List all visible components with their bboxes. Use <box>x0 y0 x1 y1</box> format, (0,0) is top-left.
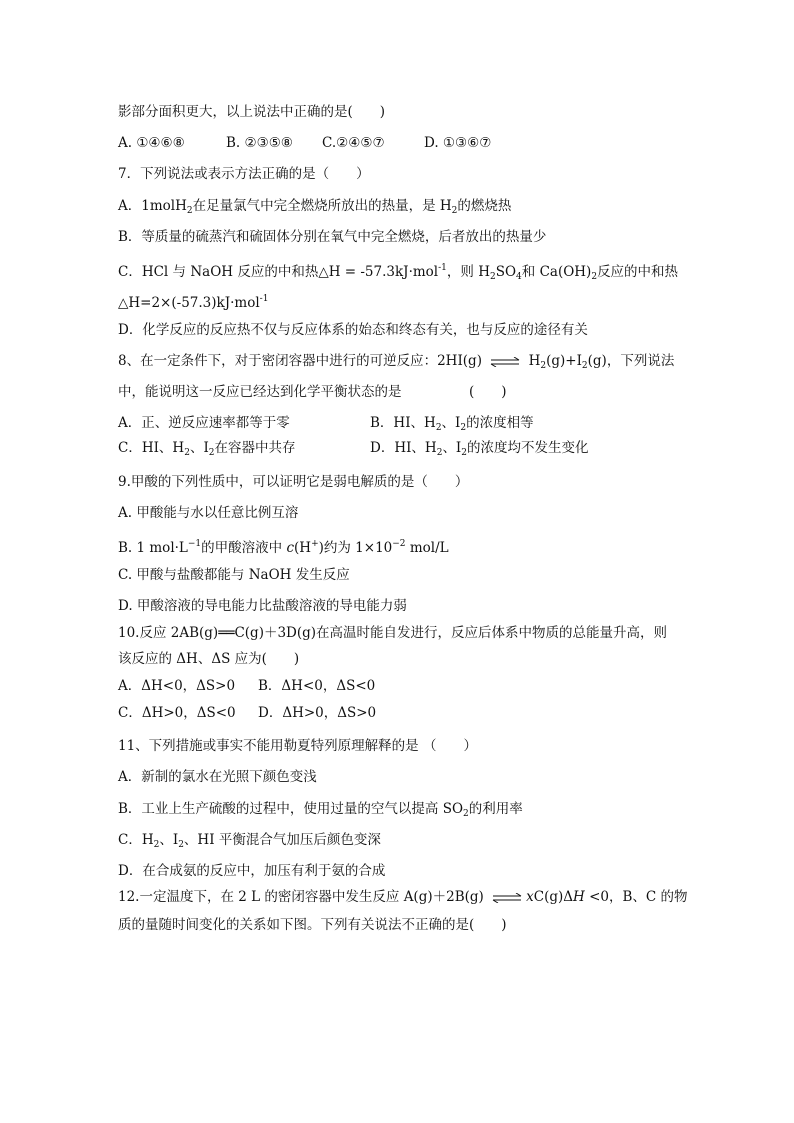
q8-stem: 8、在一定条件下，对于密闭容器中进行的可逆反应：2HI(g) $H_2(g)+I_2(g)$，下列说法 <box>118 353 675 371</box>
q10-stem-cont: 该反应的 ΔH、ΔS 应为( ) <box>118 651 300 667</box>
q12-stem-cont: 质的量随时间变化的关系如下图。下列有关说法不正确的是( ) <box>118 917 507 933</box>
q7-stem: 7．下列说法或表示方法正确的是（ ） <box>118 166 370 182</box>
q8-option-d: D．HI、$H_2$、$I_2$的浓度均不发生变化 <box>370 440 589 458</box>
q6-option-b: B. ②③⑤⑧ <box>226 135 293 151</box>
q8-stem-cont: 中，能说明这一反应已经达到化学平衡状态的是 ( ) <box>118 384 507 400</box>
q10-option-c: C．ΔH>0，ΔS<0 <box>118 705 236 721</box>
q10-option-a: A．ΔH<0，ΔS>0 <box>118 678 236 694</box>
q8-option-b: B．HI、$H_2$、$I_2$的浓度相等 <box>370 415 534 433</box>
q7-option-a: A．1molH$_2$在足量氯气中完全燃烧所放出的热量，是 $H_2$的燃烧热 <box>118 198 512 216</box>
q11-stem: 11、下列措施或事实不能用勒夏特列原理解释的是 （ ） <box>118 738 477 754</box>
q6-option-c: C.②④⑤⑦ <box>322 135 385 151</box>
equilibrium-arrow-icon <box>492 893 522 903</box>
q11-option-a: A．新制的氯水在光照下颜色变浅 <box>118 769 317 785</box>
q9-option-d: D. 甲酸溶液的导电能力比盐酸溶液的导电能力弱 <box>118 598 407 614</box>
q6-continuation: 影部分面积更大，以上说法中正确的是( ) <box>118 104 386 120</box>
q9-stem: 9.甲酸的下列性质中，可以证明它是弱电解质的是（ ） <box>118 474 469 490</box>
q7-option-d: D．化学反应的反应热不仅与反应体系的始态和终态有关，也与反应的途径有关 <box>118 322 588 338</box>
q10-option-b: B．ΔH<0，ΔS<0 <box>258 678 376 694</box>
q7-option-c: C．HCl 与 NaOH 反应的中和热△H = -57.3kJ·mol$^{-1}$，则 $H_2SO_4$和 $Ca(OH)_2$反应的中和热 <box>118 263 679 282</box>
q11-option-d: D．在合成氨的反应中，加压有利于氨的合成 <box>118 863 386 879</box>
q10-stem: 10.反应 2AB(g)══C(g)＋3D(g)在高温时能自发进行，反应后体系中物质的总能量升高，则 <box>118 625 668 641</box>
q9-option-c: C. 甲酸与盐酸都能与 NaOH 发生反应 <box>118 567 350 583</box>
q10-option-d: D．ΔH>0，ΔS>0 <box>258 705 377 721</box>
q8-option-a: A．正、逆反应速率都等于零 <box>118 415 290 431</box>
q7-option-c-cont: △H=2×(-57.3)kJ·mol$^{-1}$ <box>118 294 269 311</box>
q12-stem: 12.一定温度下，在 2 L 的密闭容器中发生反应 A(g)＋2B(g) xC(g)ΔH <0，B、C 的物 <box>118 889 688 905</box>
q6-option-a: A. ①④⑥⑧ <box>118 135 185 151</box>
q7-option-b: B．等质量的硫蒸汽和硫固体分别在氧气中完全燃烧，后者放出的热量少 <box>118 229 547 245</box>
q11-option-b: B．工业上生产硫酸的过程中，使用过量的空气以提高 $SO_2$的利用率 <box>118 801 523 819</box>
q9-option-a: A. 甲酸能与水以任意比例互溶 <box>118 505 299 521</box>
q9-option-b: B. 1 $mol\cdot L^{-1}$的甲酸溶液中 c(H+)约为 $1\times 10^{-2}$ mol/L <box>118 539 449 556</box>
q8-option-c: C．HI、$H_2$、$I_2$在容器中共存 <box>118 440 296 458</box>
equilibrium-arrow-icon <box>490 357 520 367</box>
q11-option-c: C．$H_2$、$I_2$、HI 平衡混合气加压后颜色变深 <box>118 832 381 850</box>
q6-option-d: D. ①③⑥⑦ <box>424 135 492 151</box>
